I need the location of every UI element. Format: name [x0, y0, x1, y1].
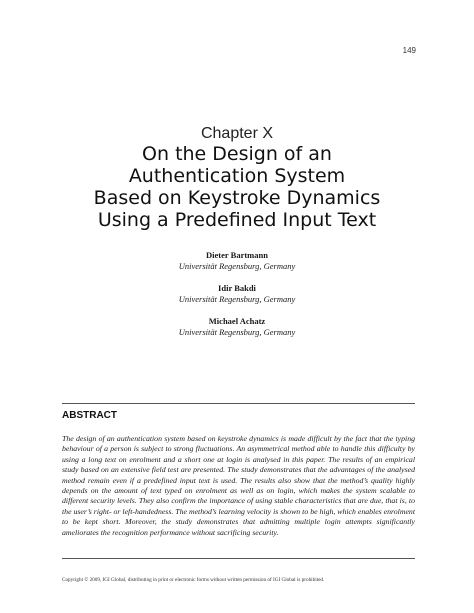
author-name: Dieter Bartmann [206, 250, 268, 260]
abstract-heading: ABSTRACT [62, 410, 117, 421]
abstract-top-rule [62, 403, 415, 404]
abstract-bottom-rule [62, 558, 415, 559]
author-name: Idir Bakdi [218, 283, 256, 293]
chapter-title-line: On the Design of an [142, 143, 332, 165]
copyright-notice: Copyright © 2009, IGI Global, distributing in print or electronic forms without written permission of IGI Global is prohibited. [62, 577, 325, 583]
author-affiliation: Universität Regensburg, Germany [178, 327, 296, 337]
author-affiliation: Universität Regensburg, Germany [178, 261, 296, 271]
chapter-label: Chapter X [200, 125, 274, 142]
author-affiliation: Universität Regensburg, Germany [178, 294, 296, 304]
author-list [0, 250, 474, 349]
chapter-title [40, 143, 434, 231]
chapter-title-line: Authentication System [128, 165, 346, 187]
chapter-title-line: Based on Keystroke Dynamics [93, 187, 381, 209]
chapter-title-line: Using a Predefined Input Text [97, 209, 377, 231]
author-block [0, 316, 474, 338]
abstract-body: The design of an authentication system based on keystroke dynamics is made difficult by the fact that the typing behaviour of a person is subject to strong fluctuations. An asymmetrical method able to handle this difficulty by using a long text on enrolment and a short one at login is analysed in this paper. The results of an empirical study based on an extensive field test are presented. The study demonstrates that the advantages of the analysed method remain even if a predefined input text is used. The results also show that the method’s quality highly depends on the amount of text typed on enrolment as well as on login, which makes the system scalable to different security levels. They also confirm the importance of using stable characteristics that are due, that is, to the user’s right- or left-handedness. The method’s learning velocity is shown to be high, which enables enrolment to be kept short. Moreover, the study demonstrates that admitting multiple login attempts significantly ameliorates the recognition performance without sacrificing security. [62, 434, 415, 537]
page-number: 149 [402, 46, 416, 55]
author-block [0, 250, 474, 272]
author-block [0, 283, 474, 305]
author-name: Michael Achatz [208, 316, 266, 326]
